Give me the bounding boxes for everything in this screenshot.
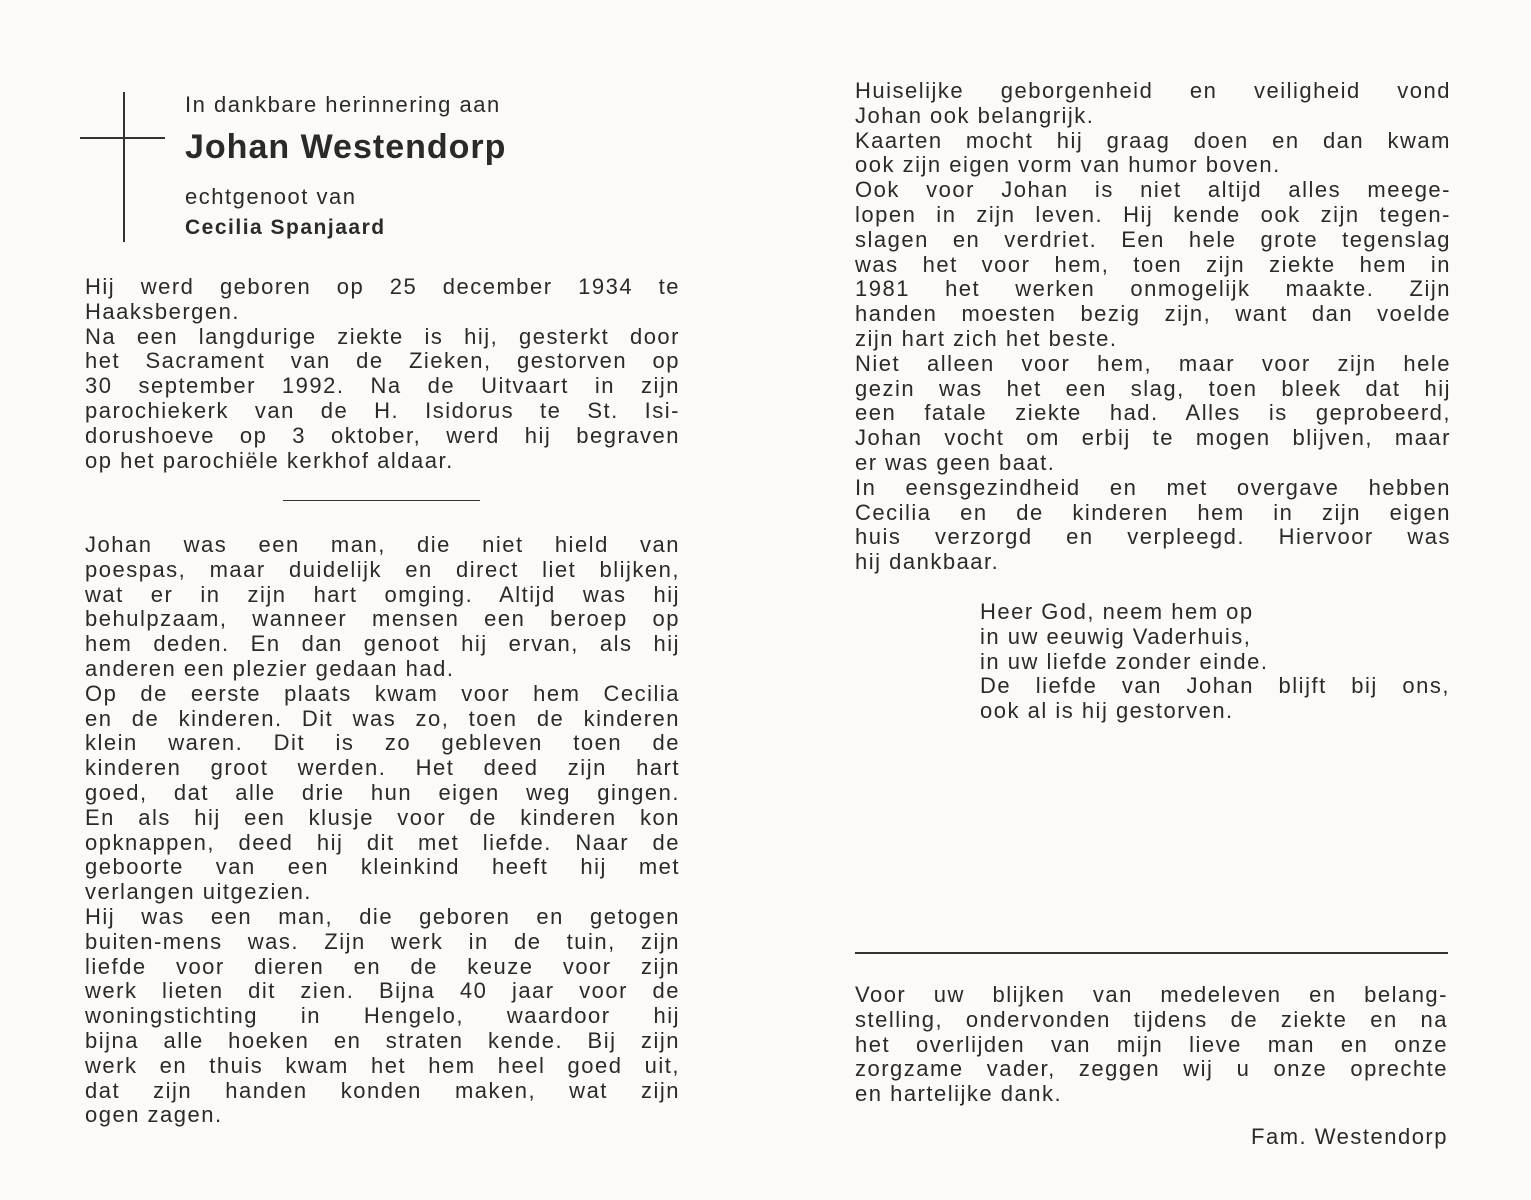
text-line: dat zijn handen konden maken, wat zijn [85, 1077, 680, 1103]
cross-icon [123, 92, 125, 242]
text-line: dorushoeve op 3 oktober, werd hij begraven [85, 422, 680, 448]
text-line: en de kinderen. Dit was zo, toen de kinderen [85, 705, 680, 731]
text-line: gezin was het een slag, toen bleek dat hij [855, 375, 1451, 401]
text-line: ogen zagen. [85, 1102, 223, 1128]
text-line: het Sacrament van de Zieken, gestorven op [85, 348, 680, 374]
text-line: kinderen groot werden. Het deed zijn hart [85, 755, 680, 781]
text-line: opknappen, deed hij dit met liefde. Naar de [85, 829, 680, 855]
biography-left [85, 533, 680, 1128]
poem-line: ook al is hij gestorven. [980, 698, 1234, 724]
text-line: hij dankbaar. [855, 549, 1000, 575]
signature: Fam. Westendorp [1251, 1124, 1448, 1149]
text-line: huis verzorgd en verpleegd. Hiervoor was [855, 524, 1451, 550]
text-line: lopen in zijn leven. Hij kende ook zijn tegen- [855, 201, 1451, 227]
text-line: woningstichting in Hengelo, waardoor hij [85, 1003, 680, 1029]
text-line: poespas, maar duidelijk en direct liet blijken, [85, 556, 680, 582]
text-line: hem deden. En dan genoot hij ervan, als hij [85, 631, 680, 657]
text-line: er was geen baat. [855, 449, 1056, 475]
text-line: werk lieten dit zien. Bijna 40 jaar voor de [85, 978, 680, 1004]
text-line: anderen een plezier gedaan had. [85, 655, 455, 681]
text-line: stelling, ondervonden tijdens de ziekte en na [855, 1006, 1448, 1032]
text-line: handen moesten bezig zijn, want dan voelde [855, 301, 1451, 327]
text-line: Kaarten mocht hij graag doen en dan kwam [855, 127, 1451, 153]
cross-icon-bar [80, 137, 165, 139]
text-line: geboorte van een kleinkind heeft hij met [85, 854, 680, 880]
text-line: Cecilia en de kinderen hem in zijn eigen [855, 499, 1451, 525]
text-line: op het parochiële kerkhof aldaar. [85, 447, 454, 473]
text-line: Na een langdurige ziekte is hij, gesterkt door [85, 323, 680, 349]
text-line: het overlijden van mijn lieve man en onze [855, 1031, 1448, 1057]
divider [283, 500, 480, 501]
text-line: Ook voor Johan is niet altijd alles meege- [855, 177, 1451, 203]
text-line: wat er in zijn hart omging. Altijd was hij [85, 581, 680, 607]
text-line: Hij was een man, die geboren en getogen [85, 903, 680, 929]
text-line: was het voor hem, toen zijn ziekte hem in [855, 251, 1451, 277]
text-line: buiten-mens was. Zijn werk in de tuin, zijn [85, 928, 680, 954]
thanks-paragraph [855, 983, 1448, 1107]
poem-line: Heer God, neem hem op [980, 599, 1254, 624]
text-line: liefde voor dieren en de keuze voor zijn [85, 953, 680, 979]
text-line: slagen en verdriet. Een hele grote tegenslag [855, 226, 1451, 252]
poem-line: De liefde van Johan blijft bij ons, [980, 673, 1450, 699]
birth-paragraph [85, 275, 680, 473]
text-line: 30 september 1992. Na de Uitvaart in zijn [85, 373, 680, 399]
text-line: Op de eerste plaats kwam voor hem Cecilia [85, 680, 680, 706]
text-line: In eensgezindheid en met overgave hebben [855, 474, 1451, 500]
intro-line: In dankbare herinnering aan [185, 92, 501, 117]
biography-right [855, 79, 1451, 575]
text-line: 1981 het werken onmogelijk maakte. Zijn [855, 276, 1451, 302]
text-line: een fatale ziekte had. Alles is geprobeerd, [855, 400, 1451, 426]
text-line: Niet alleen voor hem, maar voor zijn hele [855, 350, 1451, 376]
poem-line: in uw liefde zonder einde. [980, 648, 1269, 674]
text-line: Johan ook belangrijk. [855, 102, 1095, 128]
text-line: bijna alle hoeken en straten kende. Bij zijn [85, 1027, 680, 1053]
divider [855, 952, 1448, 954]
deceased-name: Johan Westendorp [185, 128, 507, 166]
text-line: Haaksbergen. [85, 298, 240, 324]
text-line: werk en thuis kwam het hem heel goed uit, [85, 1052, 680, 1078]
text-line: parochiekerk van de H. Isidorus te St. Isi- [85, 397, 680, 423]
text-line: verlangen uitgezien. [85, 879, 312, 905]
spouse-label: echtgenoot van [185, 184, 357, 209]
text-line: Hij werd geboren op 25 december 1934 te [85, 274, 680, 299]
text-line: Voor uw blijken van medeleven en belang- [855, 982, 1448, 1007]
text-line: zorgzame vader, zeggen wij u onze oprechte [855, 1056, 1448, 1082]
text-line: zijn hart zich het beste. [855, 325, 1118, 351]
text-line: ook zijn eigen vorm van humor boven. [855, 152, 1281, 178]
spouse-name: Cecilia Spanjaard [185, 216, 386, 239]
text-line: en hartelijke dank. [855, 1081, 1063, 1107]
text-line: behulpzaam, wanneer mensen een beroep op [85, 606, 680, 632]
poem-line: in uw eeuwig Vaderhuis, [980, 623, 1252, 649]
text-line: En als hij een klusje voor de kinderen kon [85, 804, 680, 830]
text-line: Johan vocht om erbij te mogen blijven, maar [855, 425, 1451, 451]
text-line: goed, dat alle drie hun eigen weg gingen. [85, 779, 680, 805]
text-line: Johan was een man, die niet hield van [85, 532, 680, 557]
prayer-poem [980, 600, 1450, 724]
text-line: klein waren. Dit is zo gebleven toen de [85, 730, 680, 756]
text-line: Huiselijke geborgenheid en veiligheid vond [855, 78, 1451, 103]
